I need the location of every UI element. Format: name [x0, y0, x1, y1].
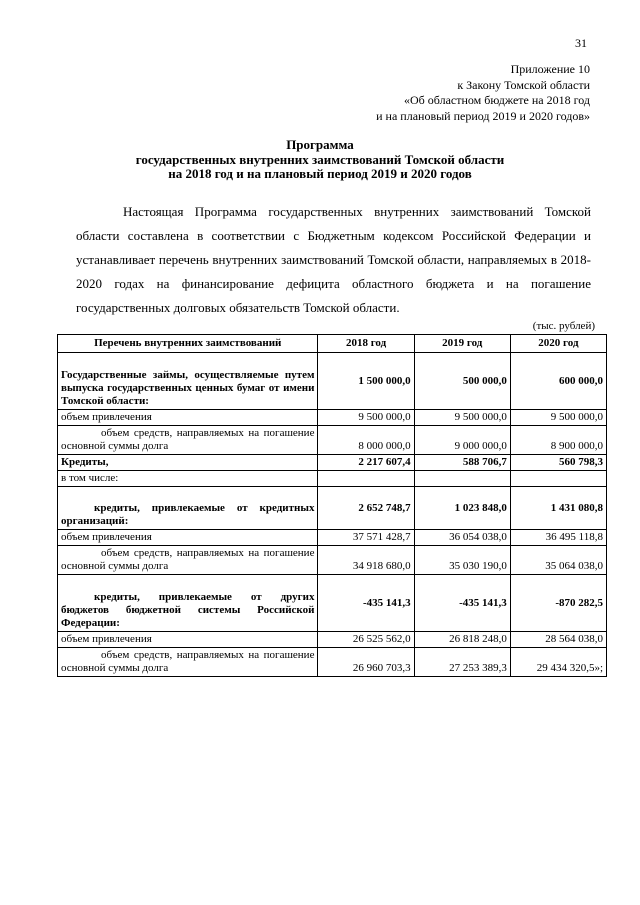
value-2018: 2 652 748,7 [318, 487, 414, 530]
table-row [58, 530, 607, 546]
row-name: объем привлечения [58, 530, 318, 546]
value-2020: 9 500 000,0 [510, 410, 606, 426]
value-2020: 29 434 320,5»; [510, 648, 606, 677]
value-2019 [414, 471, 510, 487]
value-2020: 35 064 038,0 [510, 546, 606, 575]
appendix-line: Приложение 10 [510, 62, 590, 76]
value-2018: 26 525 562,0 [318, 632, 414, 648]
appendix-line: и на плановый период 2019 и 2020 годов» [376, 108, 590, 123]
header-cell: Перечень внутренних заимствований [58, 335, 318, 353]
value-2019: 35 030 190,0 [414, 546, 510, 575]
value-2019: 27 253 389,3 [414, 648, 510, 677]
appendix-line: к Закону Томской области [457, 77, 590, 92]
value-2019: 36 054 038,0 [414, 530, 510, 546]
table-row [58, 546, 607, 575]
row-name: Государственные займы, осуществляемые путем выпуска государственных ценных бумаг от имени Томской области: [58, 353, 318, 410]
title-line: на 2018 год и на плановый период 2019 и 2020 годов [168, 166, 472, 181]
table-row [58, 487, 607, 530]
value-2020: -870 282,5 [510, 575, 606, 632]
value-2020: 1 431 080,8 [510, 487, 606, 530]
table-row [58, 471, 607, 487]
value-2019: 1 023 848,0 [414, 487, 510, 530]
value-2019: -435 141,3 [414, 575, 510, 632]
value-2019: 500 000,0 [414, 353, 510, 410]
value-2020: 560 798,3 [510, 455, 606, 471]
row-name: кредиты, привлекаемые от других бюджетов бюджетной системы Российской Федерации: [58, 575, 318, 632]
value-2018: 9 500 000,0 [318, 410, 414, 426]
appendix-line: «Об областном бюджете на 2018 год [404, 93, 590, 107]
value-2019: 9 500 000,0 [414, 410, 510, 426]
value-2018: 34 918 680,0 [318, 546, 414, 575]
header-cell: 2019 год [414, 335, 510, 353]
row-name: кредиты, привлекаемые от кредитных организаций: [58, 487, 318, 530]
value-2019: 9 000 000,0 [414, 426, 510, 455]
value-2020: 600 000,0 [510, 353, 606, 410]
value-2020: 8 900 000,0 [510, 426, 606, 455]
table-row [58, 455, 607, 471]
value-2020: 36 495 118,8 [510, 530, 606, 546]
row-name: объем средств, направляемых на погашение основной суммы долга [58, 648, 318, 677]
row-name: Кредиты, [58, 455, 318, 471]
table-row [58, 426, 607, 455]
value-2018 [318, 471, 414, 487]
row-name: объем привлечения [58, 632, 318, 648]
row-name: в том числе: [58, 471, 318, 487]
value-2018: 26 960 703,3 [318, 648, 414, 677]
intro-text: Настоящая Программа государственных внутренних заимствований Томской области составлена в соответствии с Бюджетным кодексом Российской Федерации и устанавливает перечень внутренних заимствований Томской области, направляемых в 2018-2020 годах на финансирование дефицита областного бюджета и на погашение государственных долговых обязательств Томской области. [76, 204, 591, 315]
value-2018: 8 000 000,0 [318, 426, 414, 455]
value-2019: 588 706,7 [414, 455, 510, 471]
row-name: объем средств, направляемых на погашение основной суммы долга [58, 426, 318, 455]
table-row [58, 410, 607, 426]
table-row [58, 632, 607, 648]
table-row [58, 353, 607, 410]
value-2018: -435 141,3 [318, 575, 414, 632]
value-2018: 37 571 428,7 [318, 530, 414, 546]
row-name: объем средств, направляемых на погашение основной суммы долга [58, 546, 318, 575]
intro-paragraph [76, 200, 591, 320]
value-2020: 28 564 038,0 [510, 632, 606, 648]
units-label: (тыс. рублей) [532, 320, 595, 332]
header-cell: 2018 год [318, 335, 414, 353]
borrowing-table [57, 334, 607, 677]
title-line: Программа [286, 137, 354, 152]
document-title [40, 138, 600, 182]
table-row [58, 648, 607, 677]
appendix-reference [290, 62, 590, 124]
value-2020 [510, 471, 606, 487]
row-name: объем привлечения [58, 410, 318, 426]
value-2018: 1 500 000,0 [318, 353, 414, 410]
page-number: 31 [575, 36, 587, 50]
title-line: государственных внутренних заимствований Томской области [135, 151, 505, 167]
value-2018: 2 217 607,4 [318, 455, 414, 471]
value-2019: 26 818 248,0 [414, 632, 510, 648]
table-row [58, 575, 607, 632]
header-cell: 2020 год [510, 335, 606, 353]
table-header-row [58, 335, 607, 353]
